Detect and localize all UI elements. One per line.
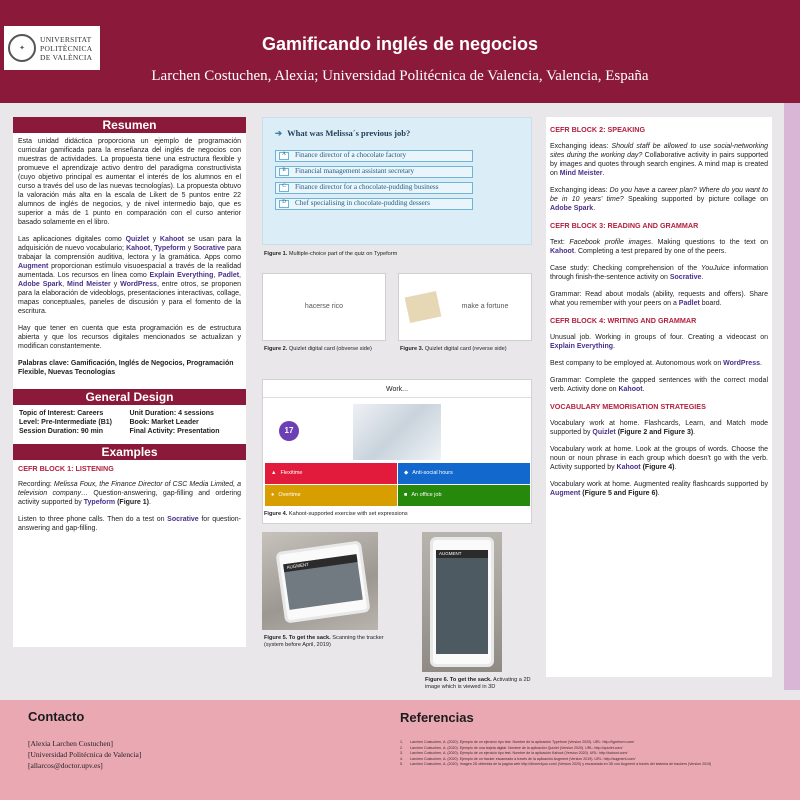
paper-plane-icon (405, 291, 442, 323)
phone-image (275, 540, 370, 623)
resumen-body (13, 133, 246, 390)
design-item: Level: Pre-Intermediate (B1) (19, 419, 112, 426)
option-text: Financial management assistant secretary (295, 167, 415, 176)
middle-column (262, 117, 532, 690)
left-column (13, 117, 246, 647)
figure-3-caption: Figure 3. Quizlet digital card (reverse side) (400, 346, 507, 352)
design-item: Topic of Interest: Careers (19, 410, 104, 417)
option-text: Chef specialising in chocolate-pudding dessers (295, 199, 430, 208)
app-socrative: Socrative (193, 245, 225, 252)
design-item: Unit Duration: 4 sessions (129, 410, 214, 417)
kahoot-answer[interactable]: ◆ Anti-social hours (398, 463, 530, 484)
kahoot-answer[interactable]: ● Overtime (265, 485, 397, 506)
reference-item: 4. Larchen Costuchen, A. (2020). Ejemplo de un tracker escaneado a través de la aplicación Augment (Version 2019). URL: http://augment.com/ (400, 756, 636, 761)
contact-heading: Contacto (28, 709, 85, 724)
option-text: Finance director for a chocolate-pudding business (295, 183, 439, 192)
card-text: make a fortune (461, 302, 509, 310)
references-list (400, 740, 780, 768)
design-item: Session Duration: 90 min (19, 428, 104, 435)
app-bar: AUGMENT (436, 550, 488, 558)
figure-5-caption: Figure 5. To get the sack. Scanning the tracker (system before April, 2019) (264, 635, 384, 648)
decorative-strip (784, 103, 800, 690)
app-kahoot: Kahoot (159, 236, 185, 243)
figure-5-photo (262, 532, 378, 630)
reference-item: 1. Larchen Costuchen, A. (2020). Ejemplo de un ejercicio tipo test. Nombre de la aplicación Typeform (Version 2020). URL: http://typeform.com/ (400, 740, 635, 744)
figure-3-quizlet-card (398, 273, 532, 341)
figure-1-caption: Figure 1. Multiple-choice part of the quiz on Typeform (264, 251, 398, 257)
right-column: CEFR BLOCK 2: SPEAKING Exchanging ideas: Should staff be allowed to use social-networking sites during the working day? Collaborative activity in pairs supported by images and quotes through search engines. A mind map is created on Mind Meister. Exchanging ideas: Do you have a career plan? Where do you want to be in 10 years' time? Speaking supported by picture collage on Adobe Spark. CEFR BLOCK 3: READING AND GRAMMAR Text: Facebook profile images. Making questions to the text on Kahoot. Completing a test prepared by one of the peers. Case study: Checking comprehension of the YouJuice information through finish-the-sentence activity on Socrative. Grammar: Read about modals (ability, requests and offers). Share what you remember with your peers on a Padlet board. CEFR BLOCK 4: WRITING AND GRAMMAR Unusual job. Working in groups of four. Creating a videocast on Explain Everything. Best company to be employed at. Autonomous work on WordPress. Grammar: Complete the gapped sentences with the correct modal verb. Activity done on Kahoot. VOCABULARY MEMORISATION STRATEGIES Vocabulary work at home. Flashcards, Learn, and Match mode supported by Quizlet (Figure 2 and Figure 3). Vocabulary work at home. Look at the groups of words. Choose the noun or noun phrase in each group which doesn't go with the verb. Activity supported by Kahoot (Figure 4). Vocabulary work at home. Augmented reality flashcards supported by Augment (Figure 5 and Figure 6). (546, 117, 772, 677)
app-socrative: Socrative (167, 516, 199, 523)
app-explain-everything: Explain Everything (149, 272, 214, 279)
phone-image (430, 537, 494, 667)
app-quizlet: Quizlet (125, 236, 149, 243)
section-heading-examples: Examples (13, 444, 246, 460)
app-augment: Augment (550, 490, 581, 497)
figure-6-caption: Figure 6. To get the sack. Activating a 2D image which is viewed in 3D (425, 677, 531, 690)
diamond-icon: ◆ (404, 470, 409, 477)
design-item: Book: Market Leader (129, 419, 199, 426)
app-mind-meister: Mind Meister (559, 170, 603, 177)
recording-paragraph: Recording: Melissa Foux, the Finance Director of CSC Media Limited, a television company… Question-answering, gap-filling and ordering activity supported by Typeform (Figure 1). (18, 481, 241, 506)
app-adobe-spark: Adobe Spark (18, 281, 63, 288)
reference-item: 5. Larchen Costuchen, A. (2020). Imagen 2D obtenida de la pagina web http://dinner4you.com/ (Version 2020) y escaneada en 3D con Augment a través del sistema de trackers (Version 2019) (400, 762, 712, 767)
app-bar: AUGMENT (283, 554, 357, 572)
kahoot-timer: 17 (279, 421, 299, 441)
app-padlet: Padlet (678, 300, 700, 307)
block-label-writing: CEFR BLOCK 4: WRITING AND GRAMMAR (550, 316, 697, 325)
resumen-paragraph-2: Las aplicaciones digitales como Quizlet y Kahoot se usan para la adquisición de nuevo vocabulario; Kahoot, Typeform y Socrative para trabajar la comprensión auditiva, lectora y la gramática. Apps como Augment proporcionan estímulo visuoespacial a través de la realidad aumentada. Los recursos en línea como Explain Everything, Padlet, Adobe Spark, Mind Meister y WordPress, entre otros, se proponen para la elaboración de videoblogs, presentaciones interactivas, collage, mapas conceptuales, paneles de discusión y para el fomento de la escritura. (18, 236, 242, 315)
section-heading-resumen: Resumen (13, 117, 246, 133)
app-kahoot: Kahoot (550, 248, 575, 255)
app-padlet: Padlet (218, 272, 240, 279)
app-kahoot: Kahoot (126, 245, 151, 252)
app-kahoot: Kahoot (618, 386, 643, 393)
app-kahoot: Kahoot (616, 464, 641, 471)
app-wordpress: WordPress (120, 281, 157, 288)
app-typeform: Typeform (154, 245, 186, 252)
contact-name: [Alexia Larchen Costuchen] (28, 739, 113, 748)
figure-2-quizlet-card (262, 273, 386, 341)
app-mind-meister: Mind Meister (67, 281, 111, 288)
app-adobe-spark: Adobe Spark (550, 205, 594, 212)
app-quizlet: Quizlet (592, 429, 616, 436)
contact-institution: [Universidad Politécnica de Valencia] (28, 750, 142, 759)
poster-authors: Larchen Costuchen, Alexia; Universidad Politécnica de Valencia, Valencia, España (151, 68, 649, 84)
option-letter: C (279, 184, 289, 192)
app-explain-everything: Explain Everything (550, 343, 614, 350)
section-heading-general-design: General Design (13, 389, 246, 405)
logo-line: DE VALÈNCIA (40, 52, 93, 62)
contact-details (28, 738, 141, 771)
block-label-vocabulary: VOCABULARY MEMORISATION STRATEGIES (550, 402, 706, 411)
resumen-paragraph-1: Esta unidad didáctica proporciona un ejemplo de programación curricular gamificada para la enseñanza del inglés de negocios con muestras de actividades. La propuesta tiene una estructura flexible y promueve el aprendizaje activo dentro del paradigma constructivista (cuyo objetivo principal es aumentar el interés de los alumnos en el curso a través del uso de las nuevas tecnologías). La propuesta obtuvo la valoración más alta en la escala de Likert de 5 puntos entre 22 alumnos de inglés de negocios, y de nivel intermedio bajo, que es superior a más de 1 punto en comparación con el curso anterior basado solamente en el libro. (18, 138, 241, 226)
logo-line: UNIVERSITAT (40, 34, 92, 44)
arrow-icon: ➔ (275, 128, 283, 138)
triangle-icon: ▲ (271, 470, 277, 477)
block-label-listening: CEFR BLOCK 1: LISTENING (18, 464, 114, 473)
phone-calls-paragraph: Listen to three phone calls. Then do a test on Socrative for question-answering and gap-filling. (18, 516, 241, 532)
keywords: Palabras clave: Gamificación, Inglés de Negocios, Programación Flexible, Nuevas Tecnologías (18, 360, 234, 376)
general-design-grid (13, 405, 246, 440)
quiz-option[interactable] (275, 182, 473, 194)
quiz-option[interactable] (275, 198, 473, 210)
block-label-speaking: CEFR BLOCK 2: SPEAKING (550, 125, 646, 134)
app-typeform: Typeform (83, 499, 116, 506)
card-text: hacerse rico (304, 302, 344, 310)
references-heading: Referencias (400, 710, 474, 725)
app-wordpress: WordPress (723, 360, 760, 367)
option-text: Finance director of a chocolate factory (295, 151, 407, 160)
app-socrative: Socrative (669, 274, 702, 281)
resumen-paragraph-3: Hay que tener en cuenta que esta programación es de estructura abierta y que los recursos digitales mencionados se actualizan y modifican constantemente. (18, 325, 241, 350)
figure-6-photo (422, 532, 502, 672)
reference-item: 2. Larchen Costuchen, A. (2020). Ejemplo de una tarjeta digital. Nombre de la aplicación Quizlet (Version 2020). URL: http://quizlet.com/ (400, 745, 623, 750)
contact-email[interactable]: [allarcos@doctor.upv.es] (28, 761, 103, 770)
header (0, 0, 800, 103)
design-item: Final Activity: Presentation (129, 428, 220, 435)
kahoot-answer[interactable]: ■ An office job (398, 485, 530, 506)
figure-2-caption: Figure 2. Quizlet digital card (obverse side) (264, 346, 372, 352)
figure-4-kahoot-exercise (262, 379, 532, 524)
option-letter: B (279, 168, 289, 176)
office-image (353, 404, 441, 460)
kahoot-answer[interactable]: ▲ Flexitime (265, 463, 397, 484)
reference-item: 3. Larchen Costuchen, A. (2020). Ejemplo de un ejercicio tipo test. Nombre de la aplicación Kahoot (Version 2020). URL: http://kahoot.com/ (400, 751, 628, 756)
kahoot-question: Work... (263, 380, 531, 398)
quiz-question: What was Melissa´s previous job? (287, 128, 411, 138)
option-letter: D (279, 200, 289, 208)
block-label-reading: CEFR BLOCK 3: READING AND GRAMMAR (550, 221, 699, 230)
app-augment: Augment (18, 263, 49, 270)
logo-line: POLITÈCNICA (40, 43, 93, 53)
circle-icon: ● (271, 492, 275, 499)
figure-1-typeform-quiz (262, 117, 532, 245)
seal-icon: ✦ (8, 34, 36, 62)
option-letter: A (279, 152, 289, 160)
examples-body (13, 460, 246, 546)
poster-title: Gamificando inglés de negocios (261, 34, 539, 54)
quiz-option[interactable] (275, 166, 473, 178)
square-icon: ■ (404, 492, 408, 499)
figure-4-caption: Figure 4. Kahoot-supported exercise with set expressions (264, 511, 408, 517)
quiz-option[interactable] (275, 150, 473, 162)
